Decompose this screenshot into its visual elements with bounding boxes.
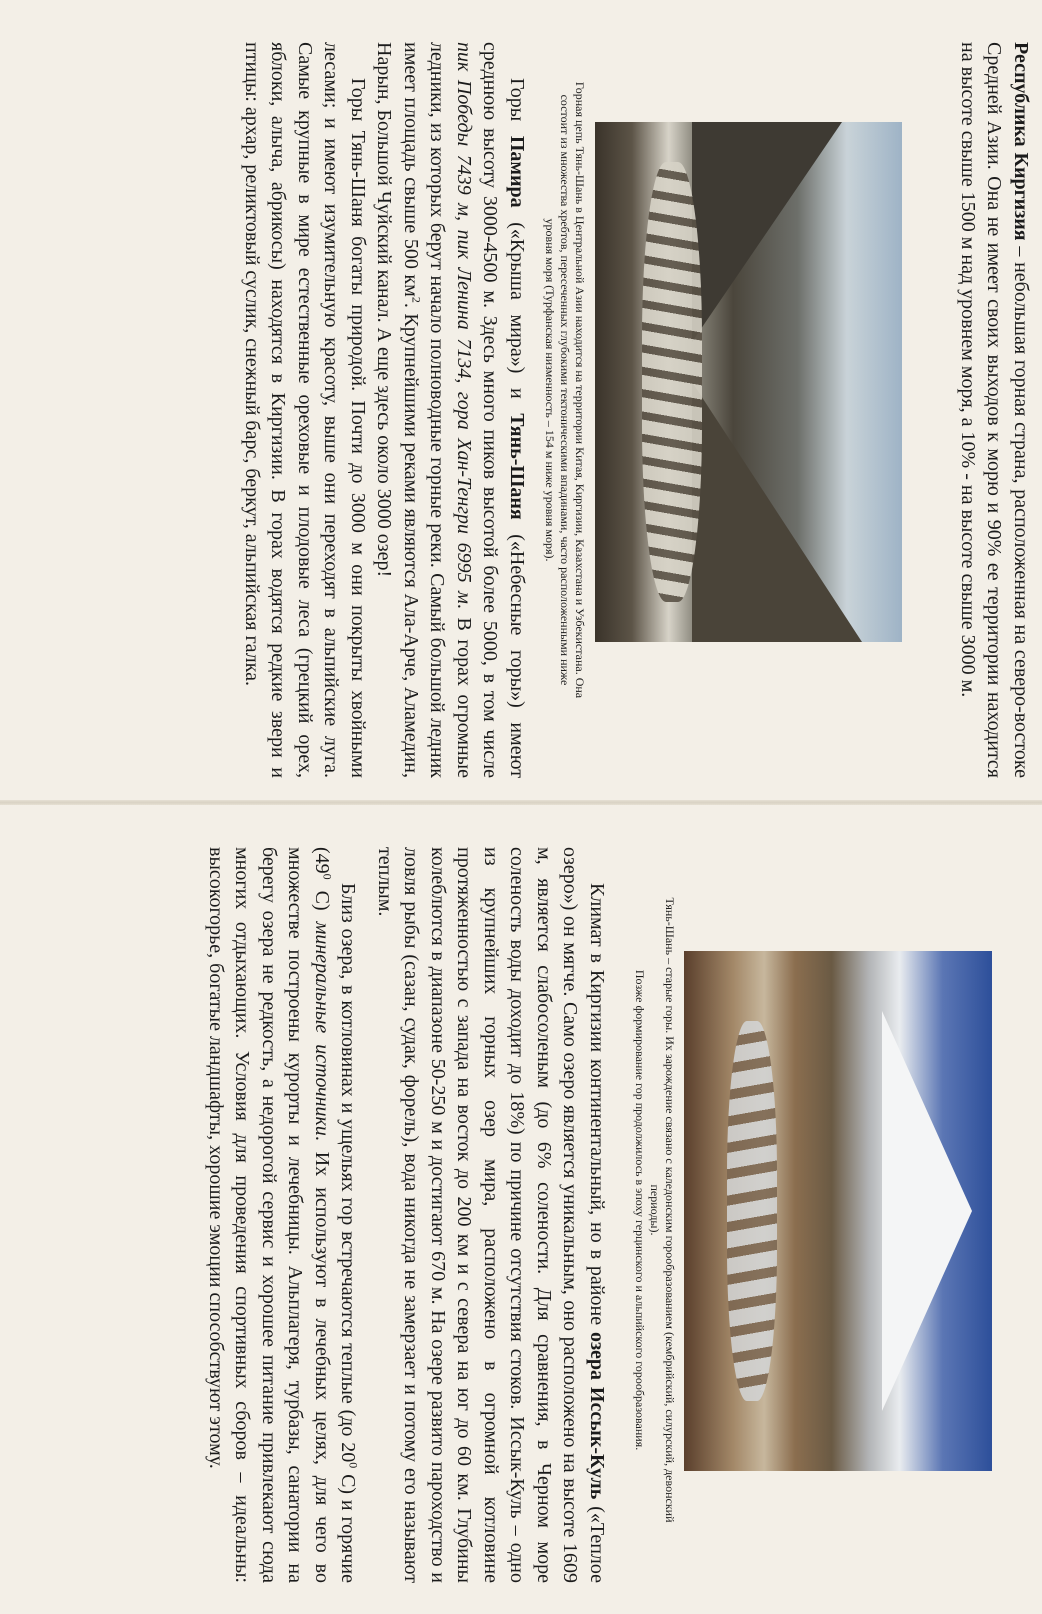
text-run: («Крыша мира») и <box>506 207 528 414</box>
springs-paragraph <box>203 847 362 1583</box>
lake-name-bold: озера Иссык-Куль <box>586 1331 608 1500</box>
peaks-italic: пик Победы 7439 м, пик Ленина 7134, гора Хан-Тенгри 6995 м <box>453 42 475 604</box>
tianshan-bold: Тянь-Шаня <box>506 413 528 520</box>
intro-country-name: Киргизия <box>1010 152 1032 241</box>
springs-italic: минеральные источники <box>311 921 333 1136</box>
intro-lead-word: Республика <box>1010 42 1032 147</box>
text-run: . Крупнейшими реками являются Ала-Арче, Аламедин, Нарын, Большой Чуйский канал. А еще здесь около 3000 озер! <box>373 42 422 779</box>
right-page <box>0 805 1042 1614</box>
text-run: («Небесные горы») имеют среднюю высоту 3000-4500 м. Здесь много пиков высотой более 5000, в том числе <box>479 42 528 778</box>
text-run: Горы <box>506 78 528 136</box>
left-body-text <box>239 42 531 778</box>
nature-paragraph: Горы Тянь-Шаня богаты природой. Почти до 3000 м они покрыты хвойными лесами; и имеют изумительную красоту, выше они переходят в альпийские луга. Самые крупные в мире естественные ореховые и плодовые леса (грецкий орех, яблоки, алыча, абрикосы) находятся в Киргизии. В горах водятся редкие звери и птицы: архар, реликтовый суслик, снежный барс, беркут, альпийская галка. <box>241 42 369 778</box>
text-run: («Теплое озеро») он мягче. Само озеро является уникальным, оно расположено на высоте 1609 м, является слабосоленым (до 6% солености. Для сравнения, в Черном море соленость воды доходит до 18%) по причине отсутствия стоков. Иссык-Куль – одно из крупнейших горных озер мира, расположено в огромной котловине протяженностью с запада на восток до 200 км и с севера на юг до 60 км. Глубины колеблются в диапазоне 50-250 м и достигают 670 м. На озере развито пароходство и ловля рыбы (сазан, судак, форель), вода никогда не замерзает и потому его называют теплым. <box>374 847 608 1584</box>
intro-paragraph <box>955 42 1035 778</box>
tianshan-valley-photo <box>595 122 902 642</box>
text-run: С) и горячие (49 <box>311 847 360 1583</box>
text-run: Климат в Киргизии континентальный, но в районе <box>586 883 608 1332</box>
text-run: С) <box>311 879 333 922</box>
left-page <box>0 0 1042 800</box>
photo-mountain-right <box>692 382 862 642</box>
intro-text: – небольшая горная страна, расположенная на северо-востоке Средней Азии. Она не имеет своих выходов к морю и 90% ее территории находится на высоте свыше 1500 м над уровнем моря, а 10% - на высоте свыше 3000 м. <box>957 42 1032 778</box>
text-run: . Их используют в лечебных целях, для чего во множестве построены курорты и лечебницы. Альплагеря, турбазы, санатории на берегу озера не редкость, а недорогой сервис и хорошее питание привлекают сюда многих отдыхающих. Условия для проведения спортивных сборов – идеальны: высокогорье, богатые ландшафты, хорошие эмоции способствуют этому. <box>205 847 333 1583</box>
photo-mountain-left <box>692 122 842 342</box>
photo-snow-peak <box>882 1011 972 1411</box>
text-run: Близ озера, в котловинах и ущельях гор встречаются теплые (до 20 <box>337 883 360 1463</box>
climate-paragraph <box>372 847 611 1583</box>
photo-river-bed <box>642 162 702 602</box>
text-run: . В горах огромные ледники, из которых берут начало полноводные горные реки. Самый большой ледник имеет площадь свыше 500 км <box>400 42 475 778</box>
caption-line-1: Тянь-Шань – старые горы. Их зарождение связано с каледонским горообразованием (кембрийский, силурский, девонский периоды). <box>648 897 677 1523</box>
mountains-paragraph <box>371 42 530 778</box>
photo-river <box>727 1021 777 1401</box>
superscript: 2 <box>409 296 424 303</box>
photo-caption-left: Горная цепь Тянь-Шань в Центральной Азии находится на территории Китая, Киргизии, Казахстана и Узбекистана. Она состоит из множества хребтов, пересеченных глубокими тектоническими впадинами, часто расположенными ниже уровня моря (Турфанская низменность – 154 м ниже уровня моря). <box>543 81 587 699</box>
photo-caption-right <box>632 885 677 1535</box>
superscript: 0 <box>347 1462 362 1469</box>
caption-line-2: Позже формирование гор продолжилось в эпоху герцинского и альпийского горообразования. <box>633 969 647 1451</box>
right-body-text <box>203 847 611 1583</box>
mountain-river-photo <box>684 951 992 1471</box>
pamir-bold: Памира <box>506 135 528 208</box>
superscript: 0 <box>320 873 335 880</box>
